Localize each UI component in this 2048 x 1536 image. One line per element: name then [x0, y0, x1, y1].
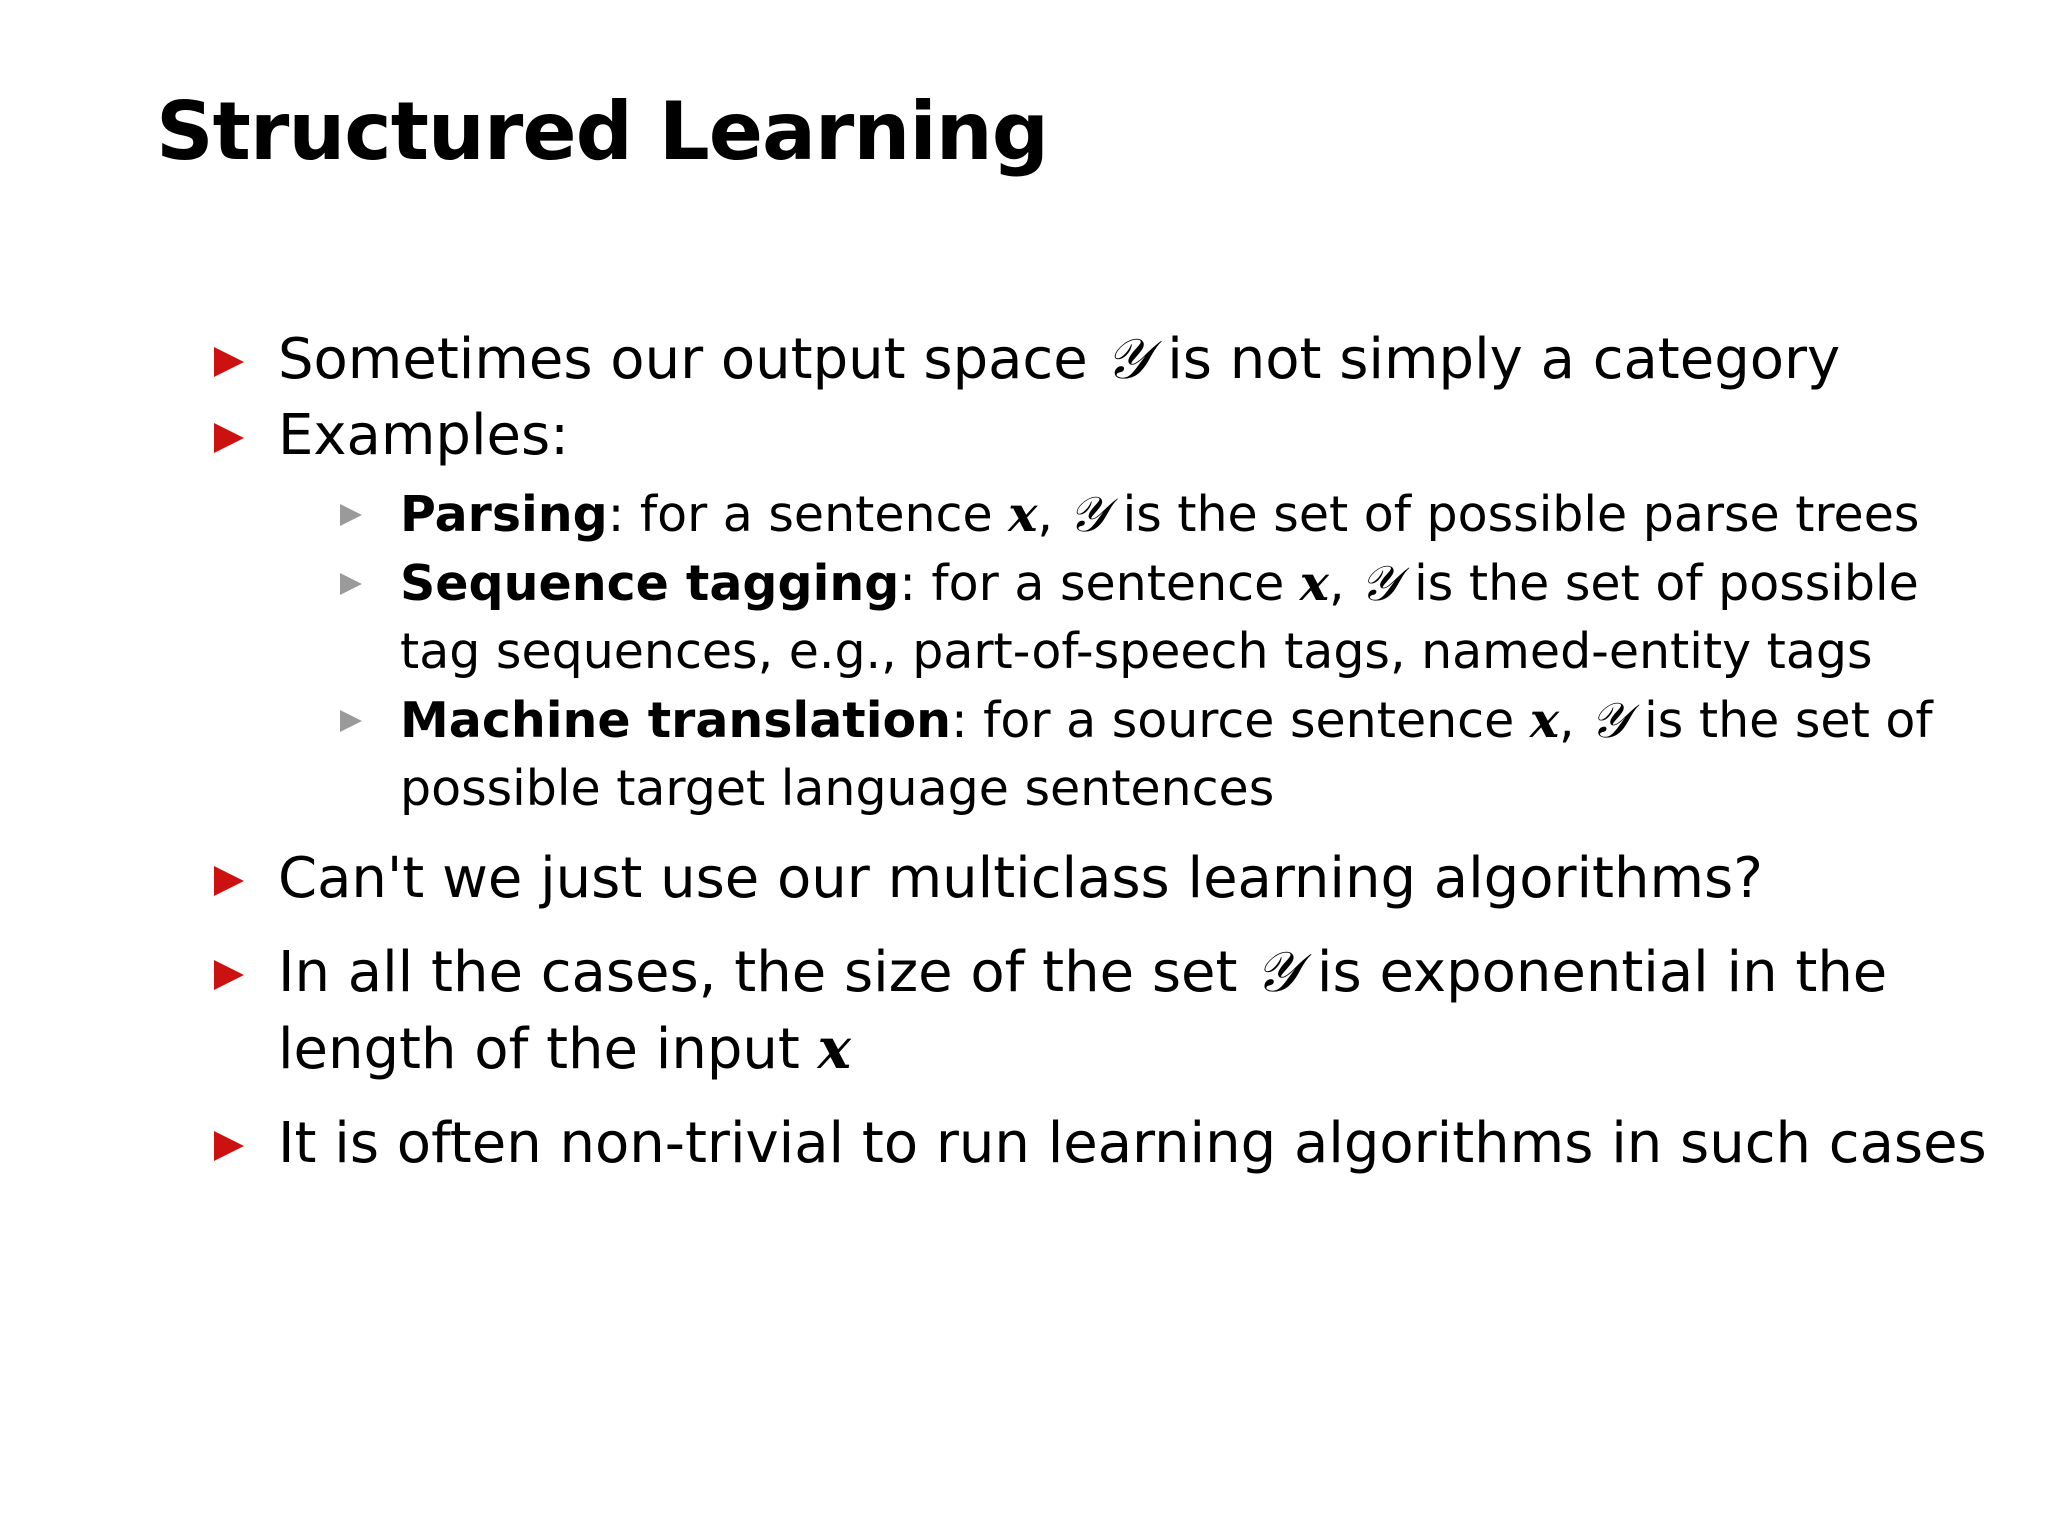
bullet-text: Examples: [278, 403, 569, 468]
bullet-text: Sometimes our output space [278, 327, 1106, 392]
sub-bullet-text: : for a source sentence [951, 692, 1530, 749]
bullet-list [210, 322, 2000, 1182]
term-machine-translation: Machine translation [400, 692, 952, 749]
math-y-symbol: 𝒴 [1590, 692, 1629, 749]
math-y-symbol: 𝒴 [1068, 486, 1107, 543]
red-triangle-bullet-icon [214, 347, 244, 377]
gray-triangle-bullet-icon [340, 710, 362, 732]
math-x-symbol: x [1529, 691, 1560, 749]
bullet-output-space [210, 322, 2000, 398]
bullet-examples [210, 398, 2000, 823]
bullet-multiclass-question [210, 841, 2000, 917]
sub-bullet-machine-translation [336, 686, 2000, 823]
red-triangle-bullet-icon [214, 423, 244, 453]
sub-bullet-text: is the set of possible target language sentences [400, 692, 1933, 817]
sub-bullet-text: is the set of possible parse trees [1107, 486, 1920, 543]
bullet-text: is not simply a category [1149, 327, 1841, 392]
term-sequence-tagging: Sequence tagging [400, 555, 900, 612]
math-y-symbol: 𝒴 [1105, 327, 1150, 392]
math-y-symbol: 𝒴 [1360, 555, 1399, 612]
red-triangle-bullet-icon [214, 866, 244, 896]
math-x-symbol: x [1008, 485, 1038, 543]
red-triangle-bullet-icon [214, 960, 244, 990]
sub-bullet-sequence-tagging [336, 549, 2000, 686]
sub-bullet-text: , [1559, 692, 1591, 749]
bullet-text: Can't we just use our multiclass learning algorithms? [278, 846, 1763, 911]
sub-bullet-text: : for a sentence [899, 555, 1300, 612]
sub-bullet-text: : for a sentence [607, 486, 1009, 543]
bullet-text: is exponential in the length of the input [278, 940, 1888, 1082]
examples-sublist [336, 480, 2000, 823]
sub-bullet-text: is the set of possible tag sequences, e.g., part-of-speech tags, named-entity tags [400, 555, 1919, 680]
bullet-text: It is often non-trivial to run learning algorithms in such cases [278, 1111, 1987, 1176]
bullet-text: In all the cases, the size of the set [278, 940, 1256, 1005]
sub-bullet-parsing [336, 480, 2000, 549]
sub-bullet-text: , [1037, 486, 1069, 543]
red-triangle-bullet-icon [214, 1131, 244, 1161]
page-title: Structured Learning [156, 85, 1048, 178]
math-x-symbol: x [1299, 554, 1330, 612]
bullet-non-trivial [210, 1106, 2000, 1182]
gray-triangle-bullet-icon [340, 573, 362, 595]
gray-triangle-bullet-icon [340, 504, 362, 526]
sub-bullet-text: , [1329, 555, 1361, 612]
term-parsing: Parsing [400, 486, 608, 543]
math-y-symbol: 𝒴 [1255, 940, 1300, 1005]
bullet-exponential-size [210, 935, 2000, 1088]
math-x-symbol: x [817, 1016, 852, 1082]
